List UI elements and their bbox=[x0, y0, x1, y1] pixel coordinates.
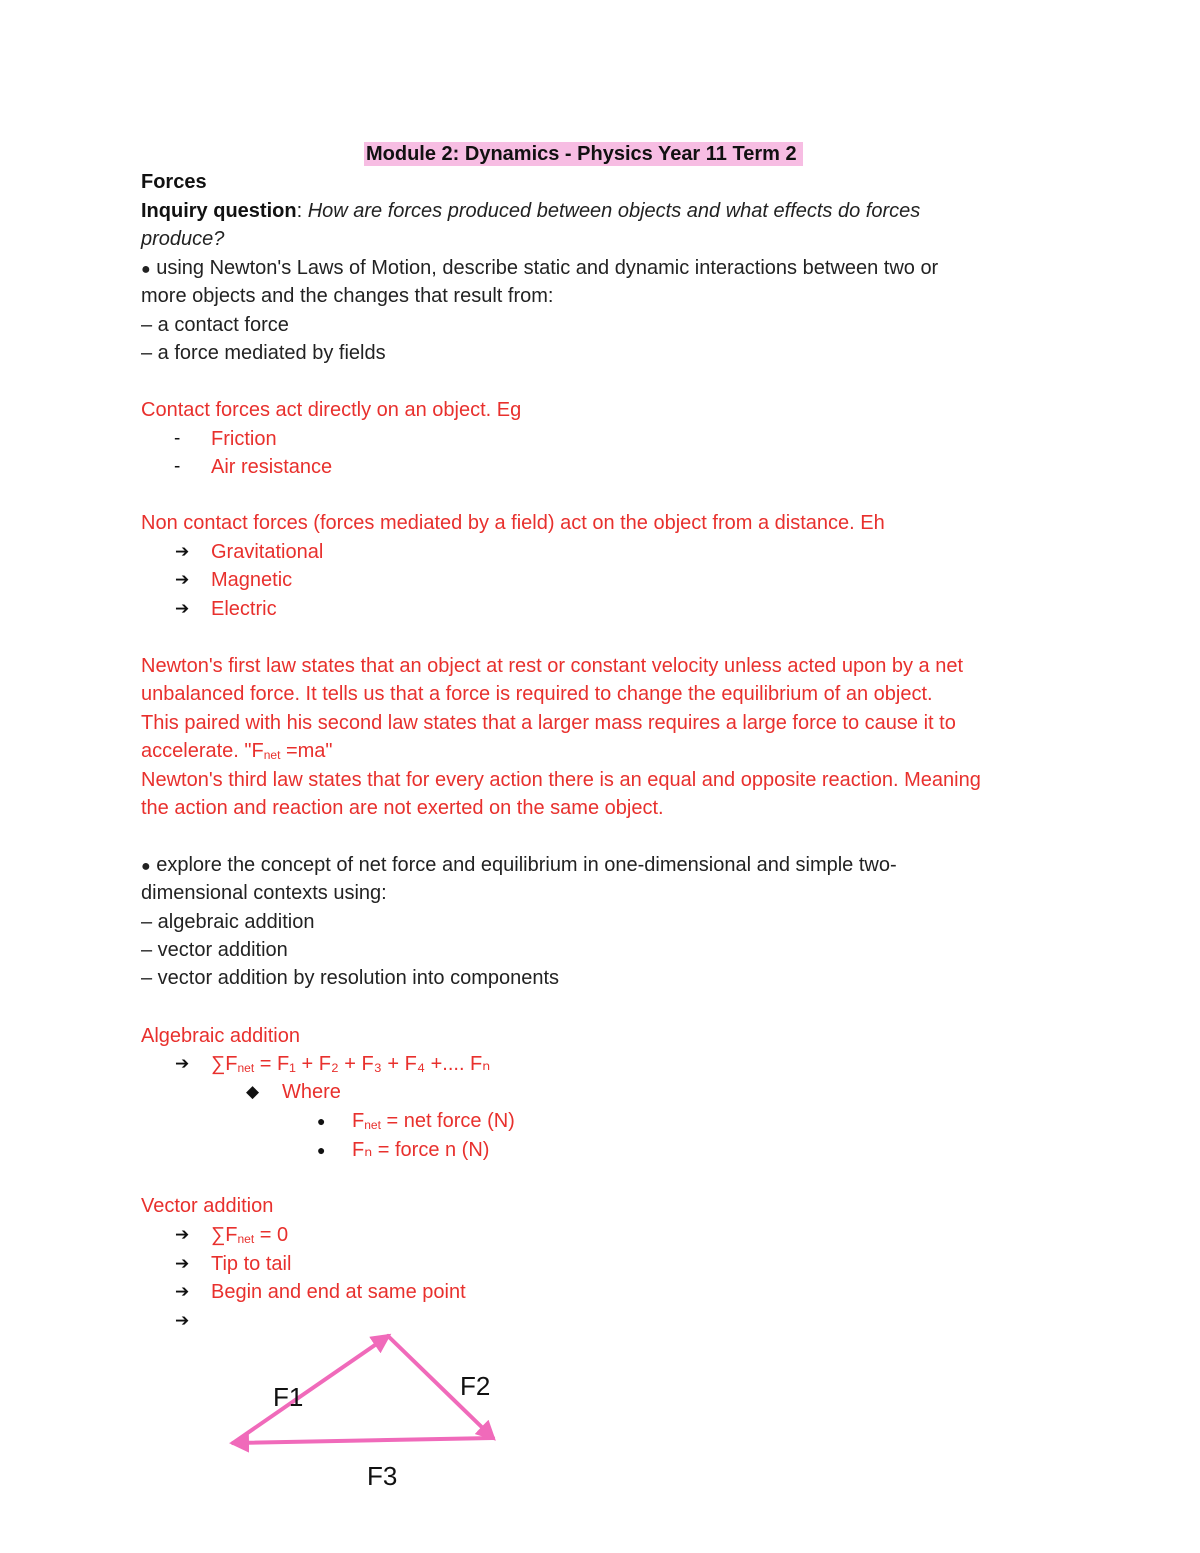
syllabus-2-item: – vector addition bbox=[141, 939, 288, 961]
def-fnet-pre: F bbox=[352, 1110, 365, 1132]
net-subscript: net bbox=[237, 1061, 255, 1075]
syllabus-2-item: – algebraic addition bbox=[141, 911, 315, 933]
newton-line-1: Newton's first law states that an object at rest or constant velocity unless acted upon by a net bbox=[141, 655, 964, 677]
inquiry-text-1: How are forces produced between objects and what effects do forces bbox=[307, 200, 921, 222]
def-fnet-post: = net force (N) bbox=[380, 1110, 515, 1132]
net-subscript: net bbox=[263, 748, 281, 762]
newton-line-2: unbalanced force. It tells us that a force is required to change the equilibrium of an object. bbox=[141, 683, 933, 705]
page-title: Module 2: Dynamics - Physics Year 11 Term 2 bbox=[364, 142, 803, 166]
syllabus-2-item: – vector addition by resolution into components bbox=[141, 967, 560, 989]
section-heading: Forces bbox=[141, 171, 207, 193]
arrow-icon: ➔ bbox=[175, 1282, 190, 1301]
vector-f3 bbox=[233, 1438, 493, 1443]
arrow-icon: ➔ bbox=[175, 1054, 190, 1073]
formula-rest: = F₁ + F₂ + F₃ + F₄ +.... Fₙ bbox=[254, 1053, 491, 1075]
inquiry-text-2: produce? bbox=[141, 228, 225, 250]
list-item: Gravitational bbox=[211, 541, 324, 563]
inquiry-colon: : bbox=[296, 200, 308, 222]
arrow-icon: ➔ bbox=[175, 599, 190, 618]
list-item: Tip to tail bbox=[211, 1253, 292, 1275]
list-item: Friction bbox=[211, 428, 277, 450]
syllabus-2-line-2: dimensional contexts using: bbox=[141, 882, 387, 904]
list-item: Electric bbox=[211, 598, 277, 620]
vector-heading: Vector addition bbox=[141, 1195, 274, 1217]
newton-line-4-pre: accelerate. "F bbox=[141, 740, 264, 762]
syllabus-1-line-2: more objects and the changes that result from: bbox=[141, 285, 554, 307]
sum-symbol: ∑F bbox=[211, 1224, 238, 1246]
bullet-icon: ● bbox=[141, 261, 151, 278]
newton-line-5: Newton's third law states that for every action there is an equal and opposite reaction. Meaning bbox=[141, 769, 981, 791]
syllabus-1-line-1: using Newton's Laws of Motion, describe static and dynamic interactions between two or bbox=[150, 257, 939, 279]
inquiry-label: Inquiry question bbox=[141, 200, 297, 222]
syllabus-1-item: – a force mediated by fields bbox=[141, 342, 386, 364]
label-f2: F2 bbox=[460, 1371, 491, 1401]
bullet-icon: ● bbox=[141, 858, 151, 875]
newton-line-6: the action and reaction are not exerted on the same object. bbox=[141, 797, 664, 819]
list-item: Air resistance bbox=[211, 456, 333, 478]
syllabus-2-line-1: explore the concept of net force and equilibrium in one-dimensional and simple two- bbox=[150, 854, 897, 876]
dash-marker: - bbox=[174, 456, 181, 477]
algebraic-heading: Algebraic addition bbox=[141, 1025, 300, 1047]
bullet-icon: ● bbox=[317, 1113, 326, 1129]
arrow-icon: ➔ bbox=[175, 570, 190, 589]
dash-marker: - bbox=[174, 428, 181, 449]
bullet-icon: ● bbox=[317, 1142, 326, 1158]
label-f1: F1 bbox=[273, 1382, 304, 1412]
syllabus-1-item: – a contact force bbox=[141, 314, 289, 336]
vector-f1 bbox=[233, 1336, 388, 1443]
noncontact-forces-intro: Non contact forces (forces mediated by a field) act on the object from a distance. Eh bbox=[141, 512, 885, 534]
net-subscript: net bbox=[364, 1118, 381, 1132]
arrow-icon: ➔ bbox=[175, 1254, 190, 1273]
sum-symbol: ∑F bbox=[211, 1053, 238, 1075]
sum-rest: = 0 bbox=[254, 1224, 289, 1246]
list-item: Begin and end at same point bbox=[211, 1281, 466, 1303]
arrow-icon: ➔ bbox=[175, 542, 190, 561]
newton-line-3: This paired with his second law states that a larger mass requires a large force to cause it to bbox=[141, 712, 956, 734]
list-item: Magnetic bbox=[211, 569, 293, 591]
diamond-icon: ◆ bbox=[246, 1082, 260, 1101]
arrow-icon: ➔ bbox=[175, 1225, 190, 1244]
arrow-icon: ➔ bbox=[175, 1311, 190, 1330]
newton-line-4-post: =ma" bbox=[280, 740, 333, 762]
label-f3: F3 bbox=[367, 1461, 398, 1491]
where-label: Where bbox=[282, 1081, 341, 1103]
net-subscript: net bbox=[237, 1232, 255, 1246]
contact-forces-intro: Contact forces act directly on an object. Eg bbox=[141, 399, 522, 421]
definition-fn: Fₙ = force n (N) bbox=[352, 1139, 490, 1161]
